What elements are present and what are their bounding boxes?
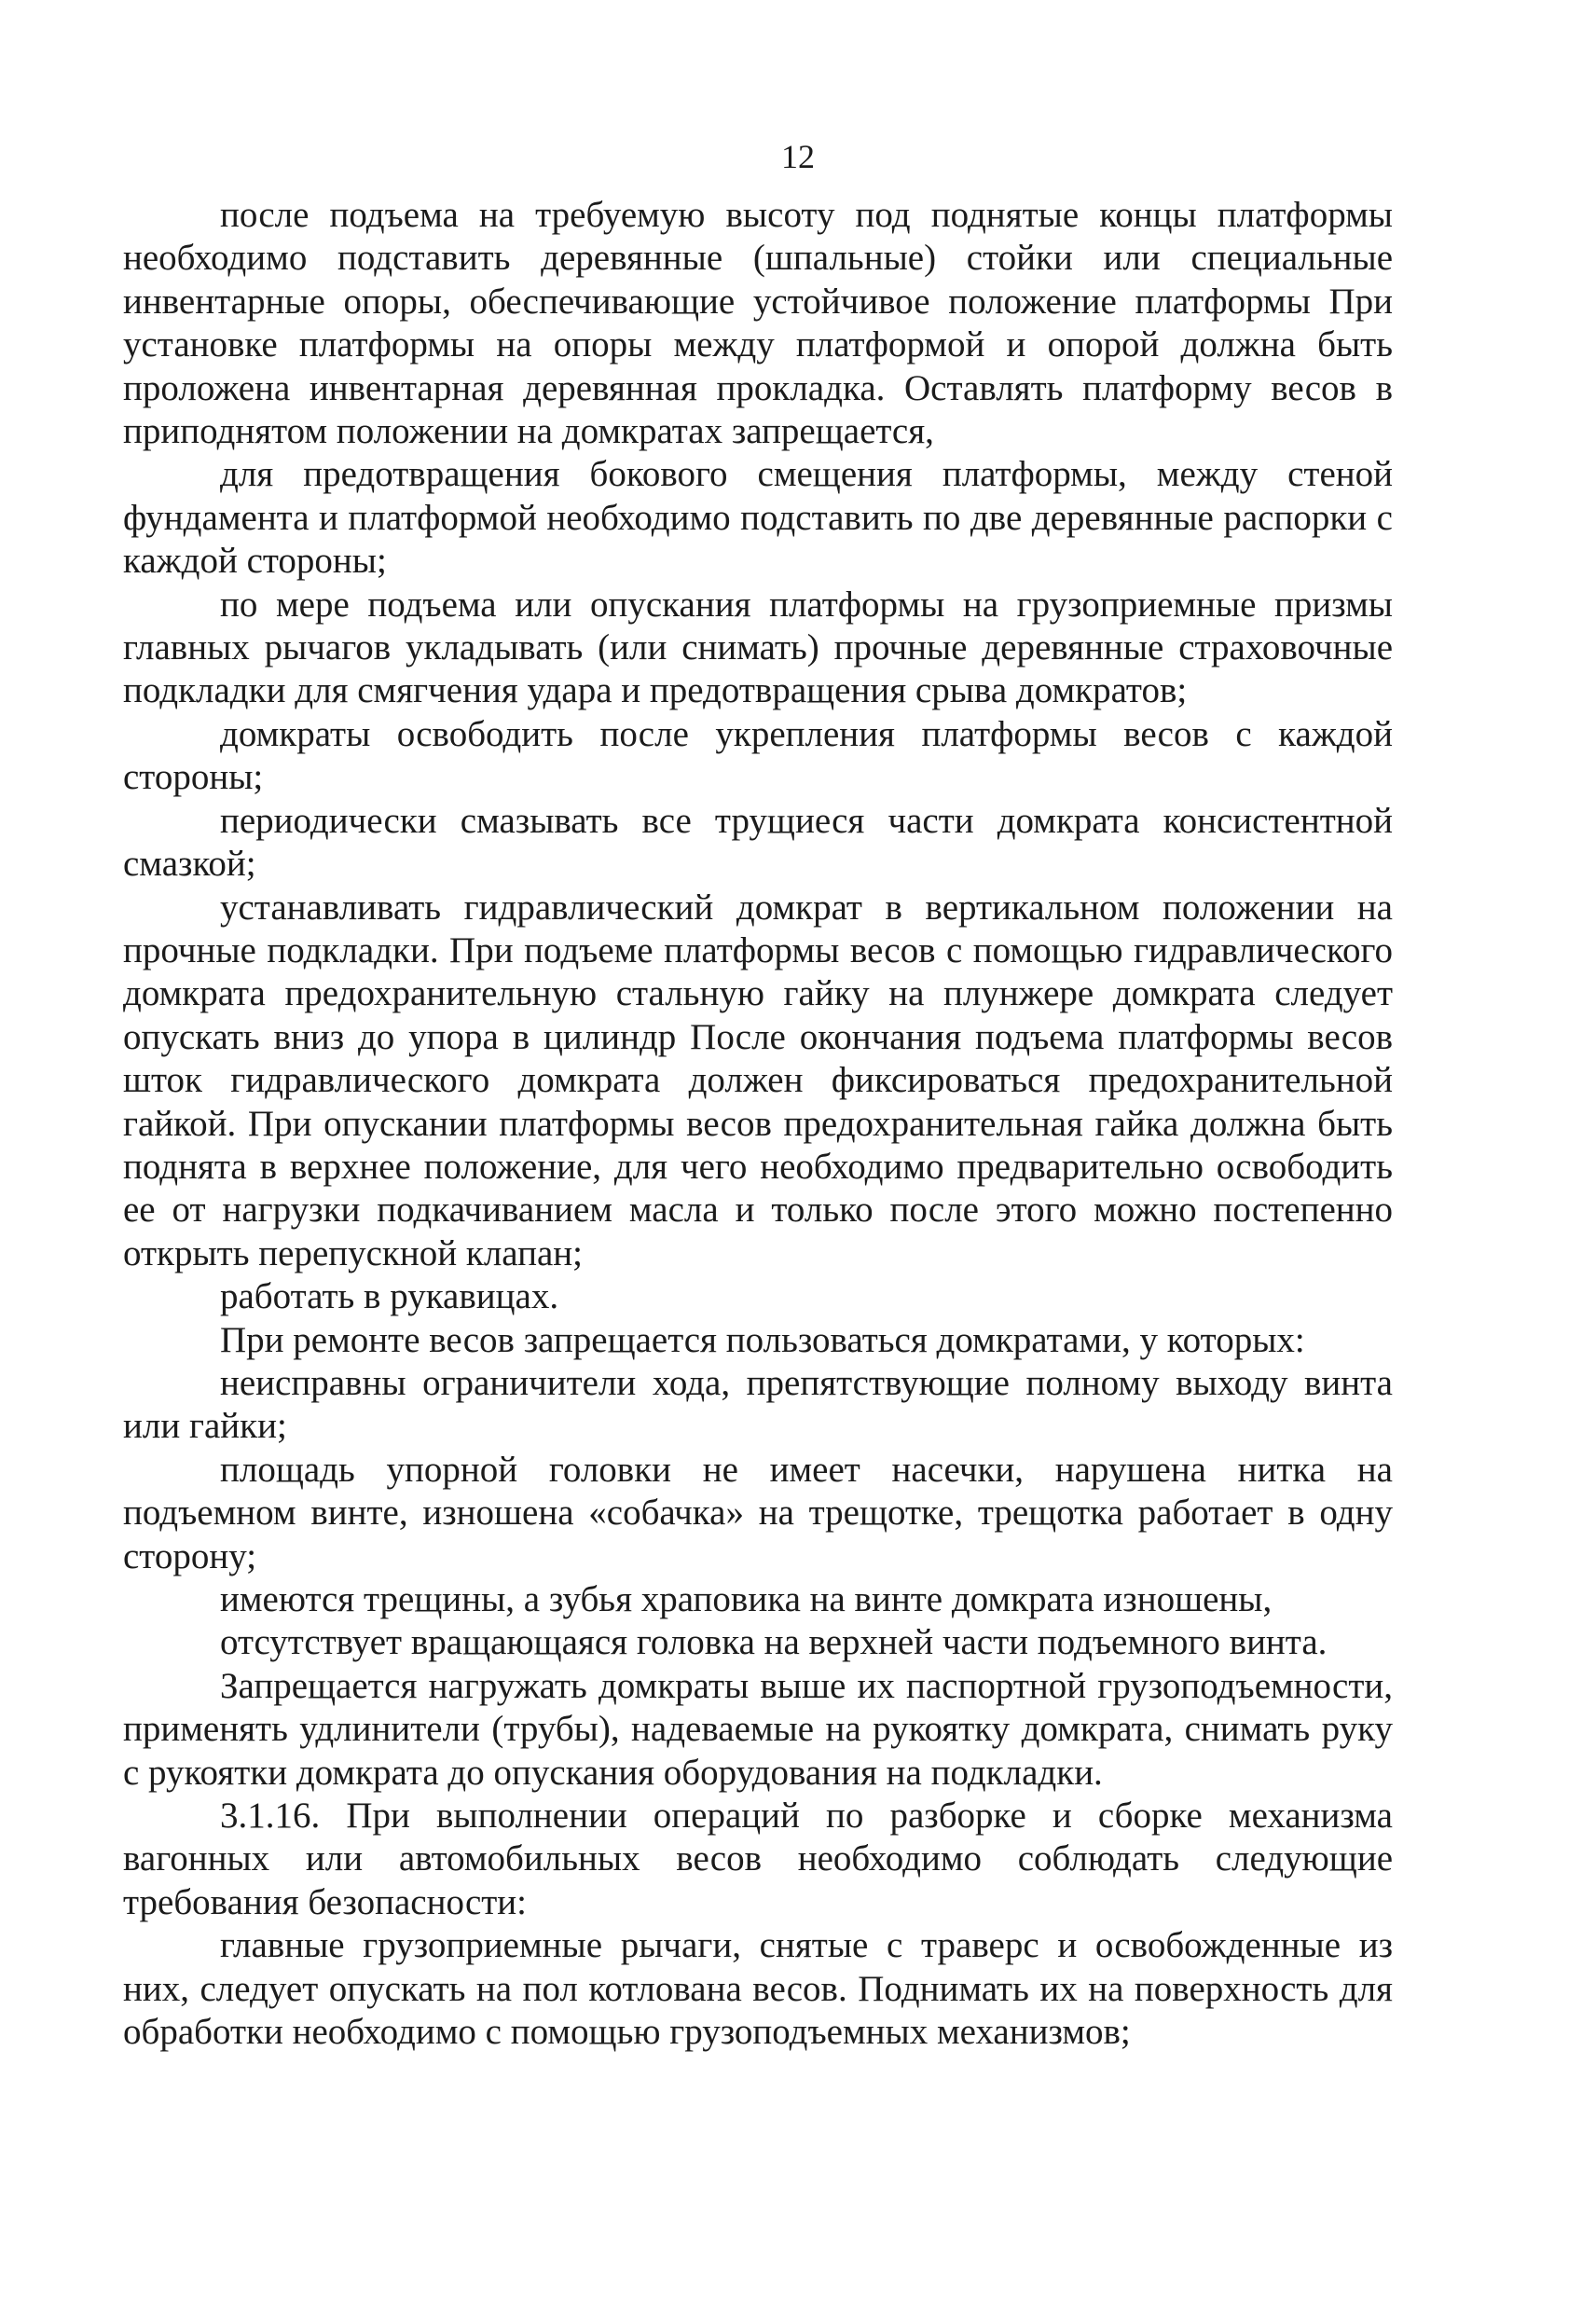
paragraph: площадь упорной головки не имеет насечки, нарушена нитка на подъемном винте, изношена «собачка» на трещотке, трещотка работает в одну сторону;: [123, 1449, 1393, 1576]
paragraph: для предотвращения бокового смещения платформы, между стеной фундамента и платформой необходимо подставить по две деревянные распорки с каждой стороны;: [123, 454, 1393, 582]
paragraph: неисправны ограничители хода, препятствующие полному выходу винта или гайки;: [123, 1362, 1393, 1447]
paragraph: главные грузоприемные рычаги, снятые с траверс и освобожденные из них, следует опускать на пол котлована весов. Поднимать их на поверхность для обработки необходимо с помощью грузоподъемных механизмов;: [123, 1925, 1393, 2053]
page-number: 12: [781, 138, 815, 175]
body-text: [123, 194, 1393, 2054]
paragraph: после подъема на требуемую высоту под поднятые концы платформы необходимо подставить деревянные (шпальные) стойки или специальные инвентарные опоры, обеспечивающие устойчивое положение платформы При установке платформы на опоры между платформой и опорой должна быть проложена инвентарная деревянная прокладка. Оставлять платформу весов в приподнятом положении на домкратах запрещается,: [123, 195, 1393, 452]
paragraph: устанавливать гидравлический домкрат в вертикальном положении на прочные подкладки. При подъеме платформы весов с помощью гидравлического домкрата предохранительную стальную гайку на плунжере домкрата следует опускать вниз до упора в цилиндр После окончания подъема платформы весов шток гидравлического домкрата должен фиксироваться предохранительной гайкой. При опускании платформы весов предохранительная гайка должна быть поднята в верхнее положение, для чего необходимо предварительно освободить ее от нагрузки подкачиванием масла и только после этого можно постепенно открыть перепускной клапан;: [123, 887, 1393, 1273]
paragraph: по мере подъема или опускания платформы на грузоприемные призмы главных рычагов укладывать (или снимать) прочные деревянные страховочные подкладки для смягчения удара и предотвращения срыва домкратов;: [123, 584, 1393, 711]
paragraph: Запрещается нагружать домкраты выше их паспортной грузоподъемности, применять удлинители (трубы), надеваемые на рукоятку домкрата, снимать руку с рукоятки домкрата до опускания оборудования на подкладки.: [123, 1665, 1393, 1793]
paragraph: имеются трещины, а зубья храповика на винте домкрата изношены,: [220, 1579, 1273, 1619]
paragraph: периодически смазывать все трущиеся части домкрата консистентной смазкой;: [123, 800, 1393, 885]
paragraph: При ремонте весов запрещается пользоваться домкратами, у которых:: [220, 1319, 1305, 1360]
paragraph: домкраты освободить после укрепления платформы весов с каждой стороны;: [123, 713, 1393, 798]
paragraph: работать в рукавицах.: [220, 1276, 559, 1317]
paragraph: отсутствует вращающаяся головка на верхней части подъемного винта.: [220, 1622, 1328, 1663]
section-paragraph: 3.1.16. При выполнении операций по разборке и сборке механизма вагонных или автомобильных весов необходимо соблюдать следующие требования безопасности:: [123, 1796, 1393, 1922]
